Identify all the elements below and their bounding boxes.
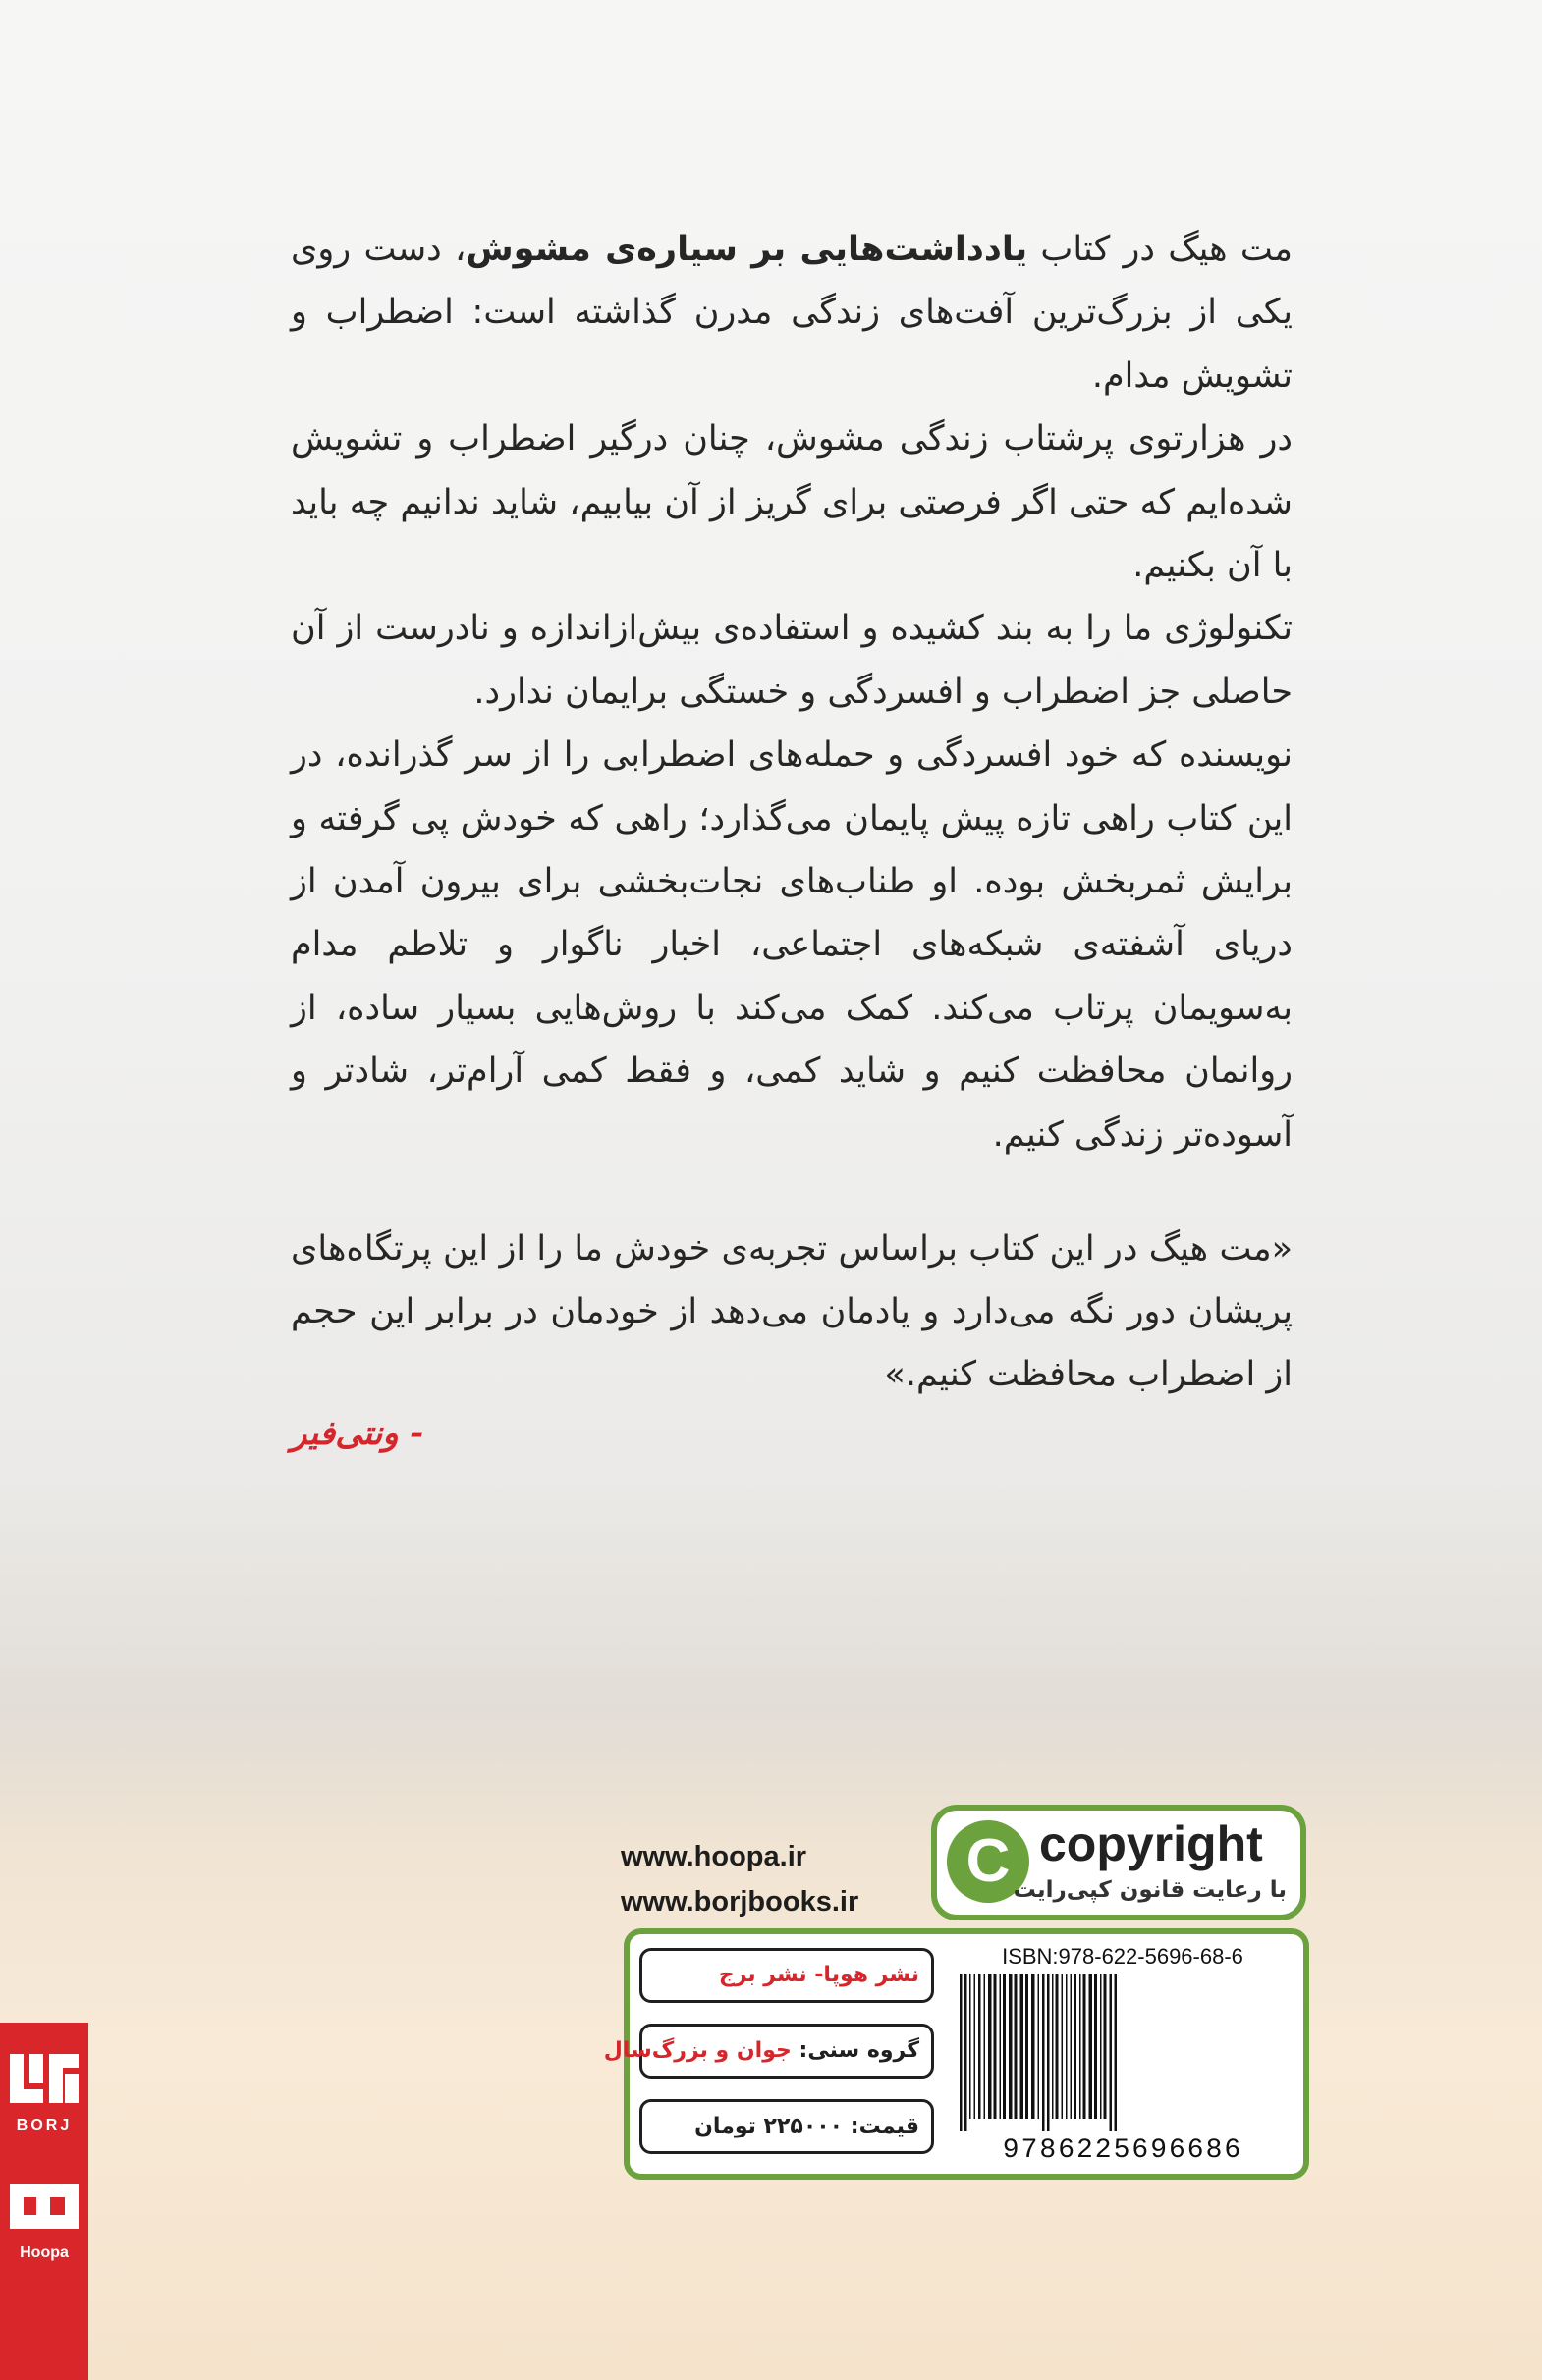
barcode-bar [1089,1974,1093,2119]
publisher-box [639,1948,934,2003]
barcode-bar [978,1974,981,2119]
book-info-panel [603,1928,1309,2180]
barcode-bar [1062,1974,1064,2119]
barcode-bar [984,1974,986,2119]
review-quote-author: - ونتی‌فیر [291,1414,424,1453]
barcode-bar [1110,1974,1113,2131]
hoopa-logo-text: Hoopa [20,2245,69,2261]
barcode-bar [1074,1974,1076,2119]
publisher-name: نشر هوپا- نشر برج [718,1963,919,1987]
barcode-bar [1042,1974,1045,2131]
barcode-bar [1100,1974,1102,2119]
barcode-icon [954,1974,1293,2131]
hoopa-logo-icon [6,2170,83,2239]
barcode-bar [1020,1974,1024,2119]
barcode-bar [1052,1974,1054,2119]
barcode-bar [1038,1974,1040,2119]
barcode-bar [1079,1974,1081,2119]
publisher-websites [621,1834,935,1924]
barcode-bar [1094,1974,1097,2119]
barcode-bar [1015,1974,1018,2119]
barcode-number: 9786225696686 [1002,2136,1243,2166]
borj-logo-icon [6,2044,83,2113]
blurb-paragraph-2: در هزارتوی پرشتاب زندگی مشوش، چنان درگیر اضطراب و تشویش شده‌ایم که حتی اگر فرصتی برای گریز از آن بیابیم، شاید ندانیم چه باید با آن بکنیم. [291,419,1293,586]
age-group-value: جوان و بزرگ‌سال [603,2038,792,2063]
review-quote-text: «مت هیگ در این کتاب براساس تجربه‌ی خودش ما را از این پرتگاه‌های پریشان دور نگه می‌دارد و یادمان می‌دهد از خودمان در برابر این حجم از اضطراب محافظت کنیم.» [291,1229,1293,1394]
barcode-bar [960,1974,963,2131]
barcode-bar [1047,1974,1050,2131]
barcode-bar [964,1974,967,2131]
review-quote [291,1217,1293,1406]
isbn-text: ISBN:978-622-5696-68-6 [1002,1944,1243,1969]
copyright-word: copyright [1039,1816,1263,1871]
barcode-bar [1071,1974,1073,2119]
blurb-paragraph-3: تکنولوژی ما را به بند کشیده و استفاده‌ی بیش‌ازاندازه و نادرست از آن حاصلی جز اضطراب و افسردگی و خستگی برایمان ندارد. [291,609,1293,712]
barcode-bar [1003,1974,1006,2119]
age-group-label: گروه سنی: [791,2038,919,2063]
barcode-bar [969,1974,971,2119]
barcode-bar [1056,1974,1059,2119]
barcode-bar [1031,1974,1035,2119]
barcode-bar [1066,1974,1068,2119]
blurb-paragraph-4: نویسنده که خود افسردگی و حمله‌های اضطرابی را از سر گذرانده، در این کتاب راهی تازه پیش پایمان می‌گذارد؛ راهی که خودش پی گرفته و برایش ثمربخش بوده. او طناب‌های نجات‌بخشی برای بیرون آمدن از دریای آشفته‌ی شبکه‌های اجتماعی، اخبار ناگوار و تلاطم مدام به‌سویمان پرتاب می‌کند. کمک می‌کند با روش‌هایی بسیار ساده، از روانمان محافظت کنیم و شاید کمی، و فقط کمی آرام‌تر، شادتر و آسوده‌تر زندگی کنیم. [291,735,1293,1155]
hoopa-website-link[interactable]: www.hoopa.ir [621,1841,807,1872]
barcode-bar [1115,1974,1118,2131]
blurb-paragraph-1 [291,218,1293,407]
blurb-intro: مت هیگ در کتاب [1027,230,1294,269]
copyright-badge [931,1805,1306,1920]
borj-website-link[interactable]: www.borjbooks.ir [621,1886,859,1918]
price-value: ۲۲۵۰۰۰ تومان [694,2114,844,2138]
barcode-bar [1104,1974,1107,2119]
age-group-box [603,2024,934,2079]
barcode-bar [1000,1974,1002,2119]
barcode-bar [1083,1974,1086,2119]
barcode-bar [994,1974,997,2119]
barcode-bar [1009,1974,1013,2119]
copyright-icon: C [947,1820,1029,1903]
copyright-note: با رعایت قانون کپی‌رایت [1013,1877,1287,1903]
price-box [639,2099,934,2154]
barcode-bar [974,1974,976,2119]
price-label: قیمت: [843,2114,919,2138]
barcode-bar [988,1974,992,2119]
borj-logo-text: BORJ [16,2117,73,2134]
book-title: یادداشت‌هایی بر سیاره‌ی مشوش [466,230,1028,269]
publisher-logo [0,2023,88,2380]
barcode-bar [1025,1974,1028,2119]
blurb-intro-rest: ، دست روی یکی از بزرگ‌ترین آفت‌های زندگی مدرن گذاشته است: اضطراب و تشویش مدام. [291,230,1293,396]
blurb-text [291,218,1293,1166]
